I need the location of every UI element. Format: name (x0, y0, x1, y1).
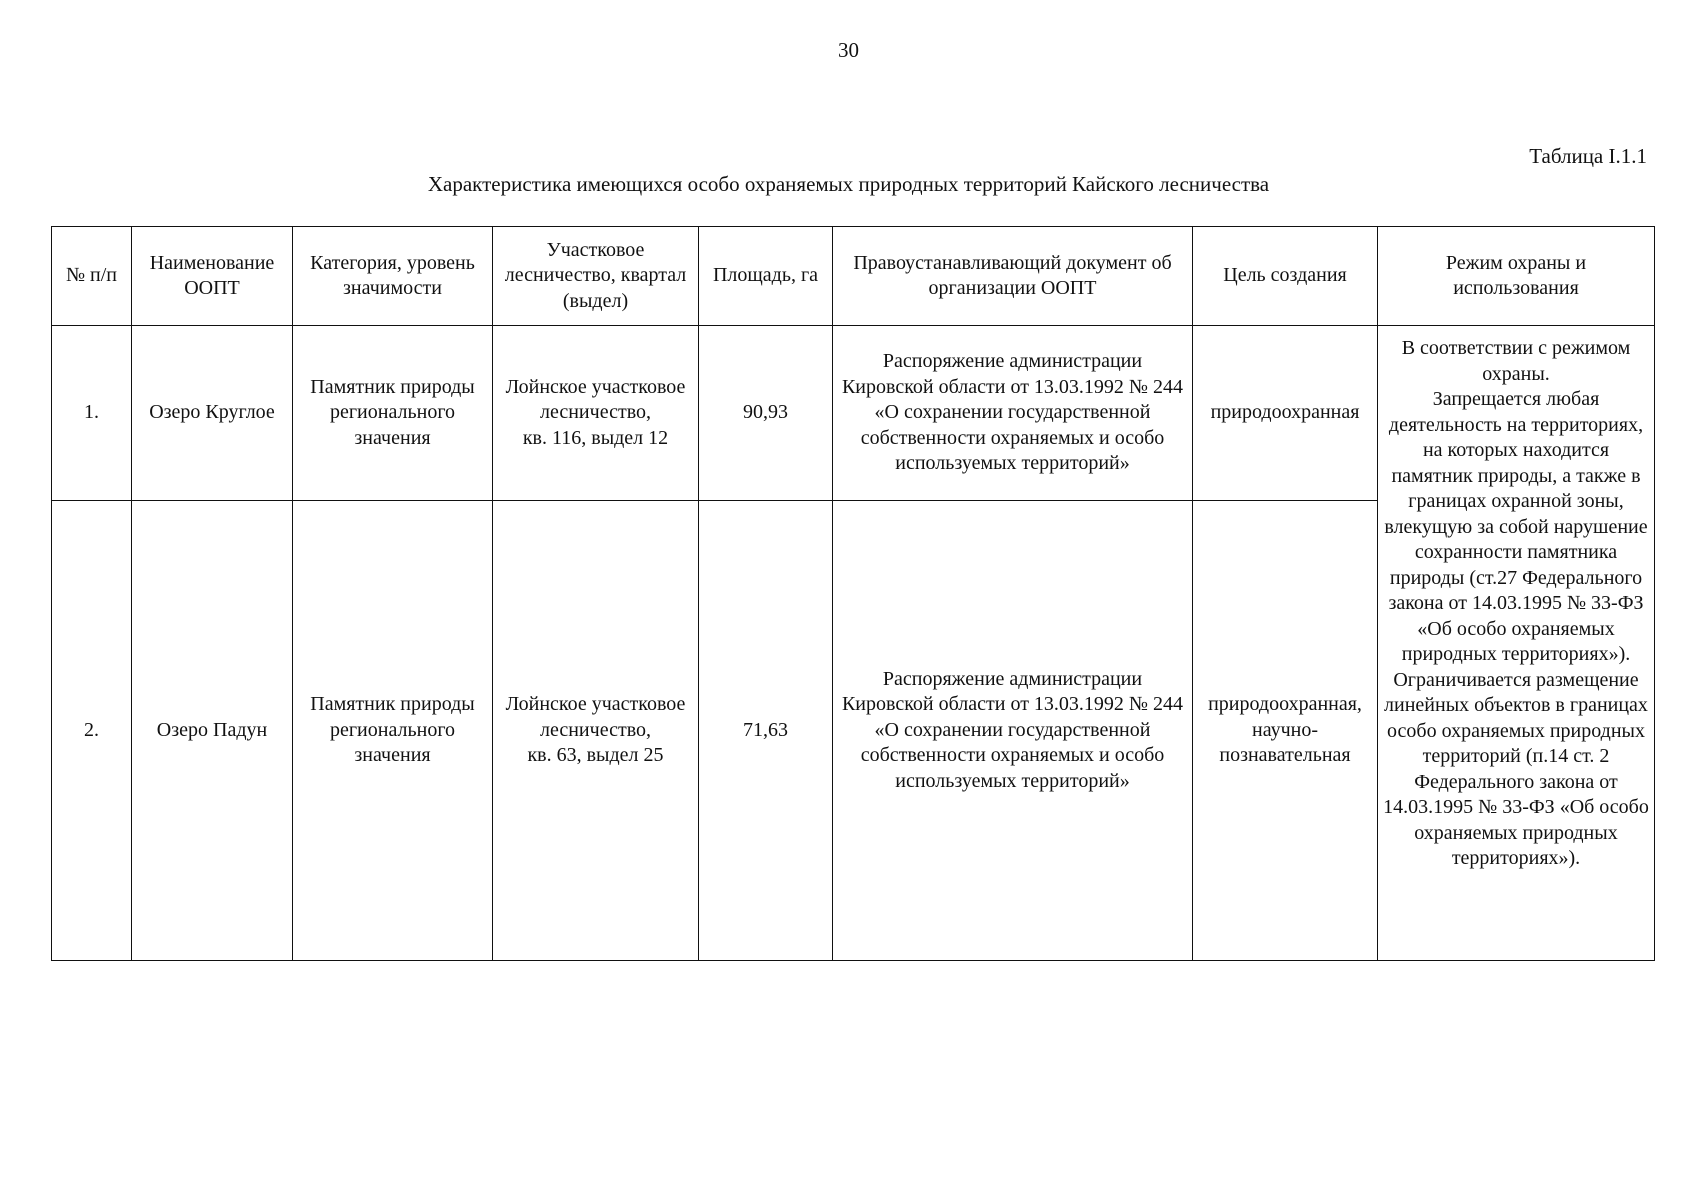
regime-line-3: Ограничивается размещение линейных объектов в границах особо охраняемых природных территорий (п.14 ст. 2 Федерального закона от 14.03.1995 № 33-ФЗ «Об особо охраняемых природных территориях»). (1383, 668, 1649, 869)
cell-document: Распоряжение администрации Кировской области от 13.03.1992 № 244 «О сохранении государственной собственности охраняемых и особо используемых территорий» (833, 501, 1193, 961)
table-caption: Характеристика имеющихся особо охраняемых природных территорий Кайского лесничества (427, 172, 1270, 196)
cell-purpose: природоохранная (1193, 326, 1378, 501)
district-name: Лойнское участковое лесничество, (505, 375, 686, 424)
cell-num: 1. (52, 326, 132, 501)
cell-district (493, 326, 699, 501)
cell-name: Озеро Круглое (132, 326, 293, 501)
header-purpose: Цель создания (1193, 227, 1378, 326)
cell-category: Памятник природы регионального значения (293, 501, 493, 961)
protected-areas-table (51, 226, 1655, 961)
district-block: кв. 63, выдел 25 (527, 744, 664, 767)
district-block: кв. 116, выдел 12 (522, 426, 669, 449)
cell-purpose: природоохранная, научно-познавательная (1193, 501, 1378, 961)
page-number: 30 (838, 38, 859, 62)
header-category: Категория, уровень значимости (293, 227, 493, 326)
header-document: Правоустанавливающий документ об организации ООПТ (833, 227, 1193, 326)
cell-regime (1378, 326, 1655, 961)
header-area: Площадь, га (699, 227, 833, 326)
table-header-row (52, 227, 1655, 326)
regime-line-1: В соответствии с режимом охраны. (1401, 337, 1631, 385)
header-name: Наименование ООПТ (132, 227, 293, 326)
header-regime: Режим охраны и использования (1378, 227, 1655, 326)
district-name: Лойнское участковое лесничество, (505, 693, 686, 741)
cell-category: Памятник природы регионального значения (293, 326, 493, 501)
cell-area: 90,93 (699, 326, 833, 501)
cell-name: Озеро Падун (132, 501, 293, 961)
cell-area: 71,63 (699, 501, 833, 961)
cell-document: Распоряжение администрации Кировской области от 13.03.1992 № 244 «О сохранении государственной собственности охраняемых и особо используемых территорий» (833, 326, 1193, 501)
cell-district (493, 501, 699, 961)
table-label: Таблица I.1.1 (1529, 144, 1647, 168)
header-district: Участковое лесничество, квартал (выдел) (493, 227, 699, 326)
table-row (52, 326, 1655, 501)
cell-num: 2. (52, 501, 132, 961)
regime-line-2: Запрещается любая деятельность на территориях, на которых находится памятник природы, а также в границах охранной зоны, влекущую за собой нарушение сохранности памятника природы (ст.27 Федерального закона от 14.03.1995 № 33-ФЗ «Об особо охраняемых природных территориях»). (1384, 388, 1648, 665)
header-num: № п/п (52, 227, 132, 326)
